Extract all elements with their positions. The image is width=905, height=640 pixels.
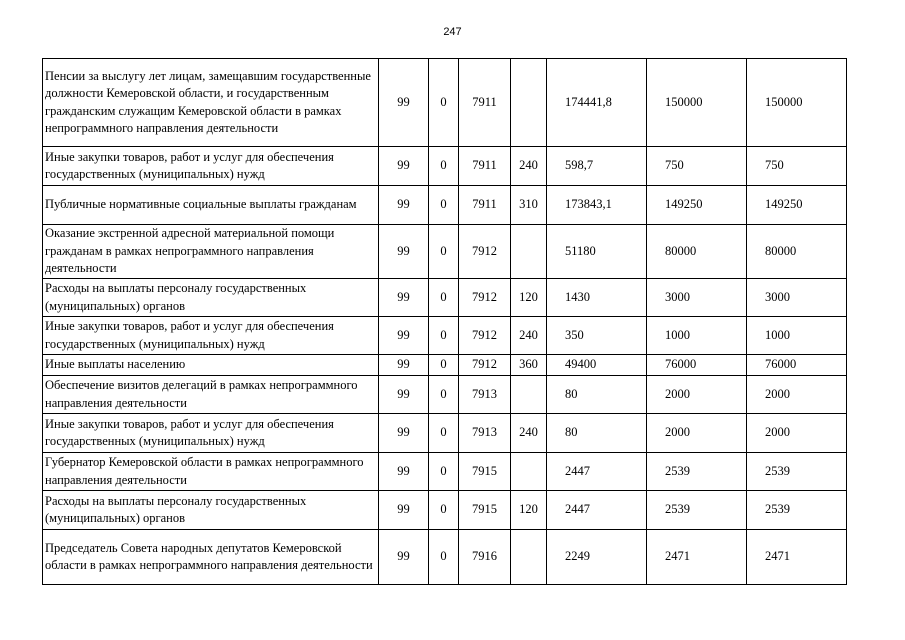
amount-year-1: 173843,1 [547, 186, 647, 225]
amount-year-3: 150000 [747, 59, 847, 147]
subprogram-code: 0 [429, 186, 459, 225]
table-row [43, 147, 847, 186]
amount-year-3: 750 [747, 147, 847, 186]
page-number: 247 [443, 26, 462, 38]
subprogram-code: 0 [429, 279, 459, 317]
amount-year-2: 149250 [647, 186, 747, 225]
row-description: Пенсии за выслугу лет лицам, замещавшим государственные должности Кемеровской области, и государственным гражданским служащим Кемеровской области в рамках непрограммного направления деятельности [43, 59, 379, 147]
expense-type-code [511, 225, 547, 279]
program-code: 99 [379, 317, 429, 355]
subprogram-code: 0 [429, 355, 459, 376]
row-description: Иные закупки товаров, работ и услуг для обеспечения государственных (муниципальных) нужд [43, 317, 379, 355]
program-code: 99 [379, 59, 429, 147]
program-code: 99 [379, 376, 429, 414]
expense-type-code: 360 [511, 355, 547, 376]
subprogram-code: 0 [429, 376, 459, 414]
table-row [43, 355, 847, 376]
budget-table [42, 58, 847, 585]
amount-year-3: 80000 [747, 225, 847, 279]
row-description: Иные закупки товаров, работ и услуг для обеспечения государственных (муниципальных) нужд [43, 147, 379, 186]
amount-year-3: 76000 [747, 355, 847, 376]
expense-type-code [511, 376, 547, 414]
direction-code: 7915 [459, 491, 511, 530]
subprogram-code: 0 [429, 225, 459, 279]
expense-type-code: 120 [511, 279, 547, 317]
subprogram-code: 0 [429, 453, 459, 491]
table-row [43, 279, 847, 317]
program-code: 99 [379, 491, 429, 530]
expense-type-code: 240 [511, 414, 547, 453]
row-description: Расходы на выплаты персоналу государственных (муниципальных) органов [43, 491, 379, 530]
table-row [43, 491, 847, 530]
row-description: Расходы на выплаты персоналу государственных (муниципальных) органов [43, 279, 379, 317]
row-description: Обеспечение визитов делегаций в рамках непрограммного направления деятельности [43, 376, 379, 414]
expense-type-code: 120 [511, 491, 547, 530]
expense-type-code [511, 59, 547, 147]
program-code: 99 [379, 453, 429, 491]
row-description: Губернатор Кемеровской области в рамках непрограммного направления деятельности [43, 453, 379, 491]
amount-year-2: 2471 [647, 530, 747, 585]
table-row [43, 414, 847, 453]
table-row [43, 376, 847, 414]
program-code: 99 [379, 279, 429, 317]
direction-code: 7913 [459, 376, 511, 414]
amount-year-1: 80 [547, 376, 647, 414]
amount-year-2: 80000 [647, 225, 747, 279]
table-row [43, 530, 847, 585]
amount-year-3: 2000 [747, 414, 847, 453]
direction-code: 7912 [459, 225, 511, 279]
amount-year-3: 2539 [747, 453, 847, 491]
program-code: 99 [379, 147, 429, 186]
amount-year-2: 2539 [647, 453, 747, 491]
direction-code: 7916 [459, 530, 511, 585]
subprogram-code: 0 [429, 491, 459, 530]
amount-year-3: 1000 [747, 317, 847, 355]
subprogram-code: 0 [429, 414, 459, 453]
amount-year-1: 51180 [547, 225, 647, 279]
direction-code: 7911 [459, 186, 511, 225]
subprogram-code: 0 [429, 147, 459, 186]
program-code: 99 [379, 186, 429, 225]
program-code: 99 [379, 225, 429, 279]
row-description: Иные выплаты населению [43, 355, 379, 376]
expense-type-code: 310 [511, 186, 547, 225]
amount-year-2: 750 [647, 147, 747, 186]
amount-year-2: 3000 [647, 279, 747, 317]
amount-year-1: 350 [547, 317, 647, 355]
subprogram-code: 0 [429, 317, 459, 355]
amount-year-1: 49400 [547, 355, 647, 376]
amount-year-2: 150000 [647, 59, 747, 147]
amount-year-1: 174441,8 [547, 59, 647, 147]
subprogram-code: 0 [429, 530, 459, 585]
program-code: 99 [379, 530, 429, 585]
direction-code: 7912 [459, 355, 511, 376]
row-description: Иные закупки товаров, работ и услуг для обеспечения государственных (муниципальных) нужд [43, 414, 379, 453]
direction-code: 7911 [459, 147, 511, 186]
amount-year-1: 598,7 [547, 147, 647, 186]
expense-type-code: 240 [511, 317, 547, 355]
table-row [43, 59, 847, 147]
row-description: Публичные нормативные социальные выплаты гражданам [43, 186, 379, 225]
amount-year-1: 2447 [547, 453, 647, 491]
direction-code: 7913 [459, 414, 511, 453]
subprogram-code: 0 [429, 59, 459, 147]
amount-year-2: 2539 [647, 491, 747, 530]
direction-code: 7912 [459, 317, 511, 355]
amount-year-3: 2539 [747, 491, 847, 530]
expense-type-code: 240 [511, 147, 547, 186]
table-row [43, 225, 847, 279]
row-description: Оказание экстренной адресной материальной помощи гражданам в рамках непрограммного направления деятельности [43, 225, 379, 279]
direction-code: 7912 [459, 279, 511, 317]
amount-year-2: 1000 [647, 317, 747, 355]
amount-year-2: 2000 [647, 414, 747, 453]
amount-year-2: 76000 [647, 355, 747, 376]
program-code: 99 [379, 414, 429, 453]
program-code: 99 [379, 355, 429, 376]
amount-year-3: 2000 [747, 376, 847, 414]
amount-year-3: 2471 [747, 530, 847, 585]
amount-year-1: 1430 [547, 279, 647, 317]
direction-code: 7915 [459, 453, 511, 491]
expense-type-code [511, 530, 547, 585]
amount-year-3: 149250 [747, 186, 847, 225]
table-row [43, 186, 847, 225]
table-row [43, 317, 847, 355]
expense-type-code [511, 453, 547, 491]
amount-year-1: 2447 [547, 491, 647, 530]
amount-year-3: 3000 [747, 279, 847, 317]
amount-year-1: 2249 [547, 530, 647, 585]
amount-year-2: 2000 [647, 376, 747, 414]
direction-code: 7911 [459, 59, 511, 147]
table-row [43, 453, 847, 491]
row-description: Председатель Совета народных депутатов Кемеровской области в рамках непрограммного направления деятельности [43, 530, 379, 585]
amount-year-1: 80 [547, 414, 647, 453]
